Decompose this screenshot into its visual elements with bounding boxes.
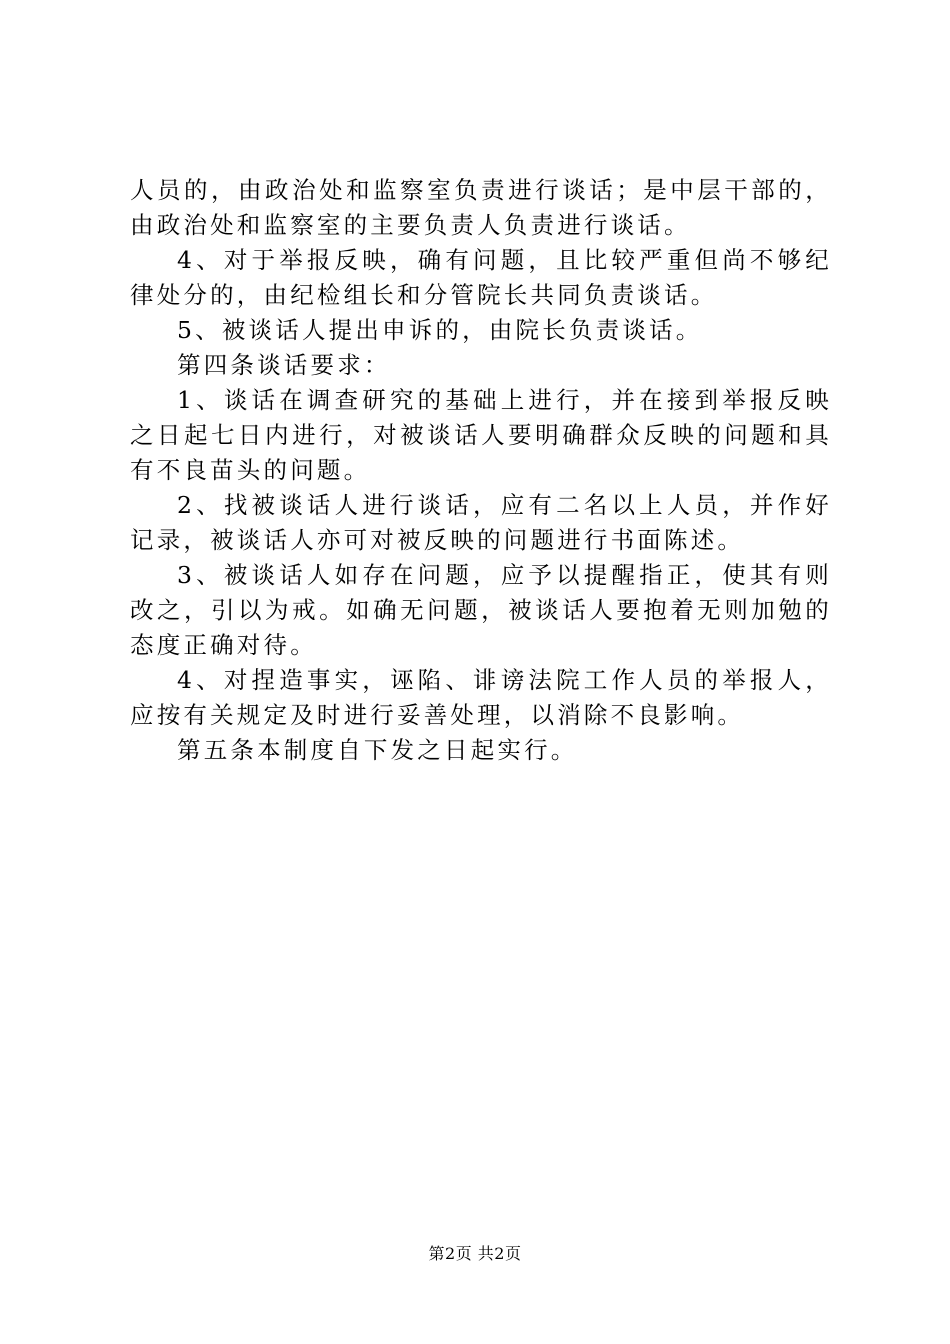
paragraph-requirement-4: 4、对捏造事实，诬陷、诽谤法院工作人员的举报人，应按有关规定及时进行妥善处理，以消除不良影响。	[130, 666, 832, 729]
page-footer: 第2页 共2页	[428, 1244, 522, 1263]
paragraph-continuation: 人员的，由政治处和监察室负责进行谈话；是中层干部的，由政治处和监察室的主要负责人负责进行谈话。	[130, 176, 832, 239]
document-body	[130, 173, 832, 768]
section-article-5: 第五条本制度自下发之日起实行。	[177, 736, 578, 764]
paragraph-requirement-3: 3、被谈话人如存在问题，应予以提醒指正，使其有则改之，引以为戒。如确无问题，被谈话人要抱着无则加勉的态度正确对待。	[130, 561, 832, 659]
paragraph-item-5-appeal: 5、被谈话人提出申诉的，由院长负责谈话。	[177, 316, 703, 344]
paragraph-requirement-2: 2、找被谈话人进行谈话，应有二名以上人员，并作好记录，被谈话人亦可对被反映的问题进行书面陈述。	[130, 491, 832, 554]
paragraph-item-4-handling: 4、对于举报反映，确有问题，且比较严重但尚不够纪律处分的，由纪检组长和分管院长共同负责谈话。	[130, 246, 832, 309]
section-heading-article-4: 第四条谈话要求：	[177, 351, 391, 379]
paragraph-requirement-1: 1、谈话在调查研究的基础上进行，并在接到举报反映之日起七日内进行，对被谈话人要明确群众反映的问题和具有不良苗头的问题。	[130, 386, 832, 484]
